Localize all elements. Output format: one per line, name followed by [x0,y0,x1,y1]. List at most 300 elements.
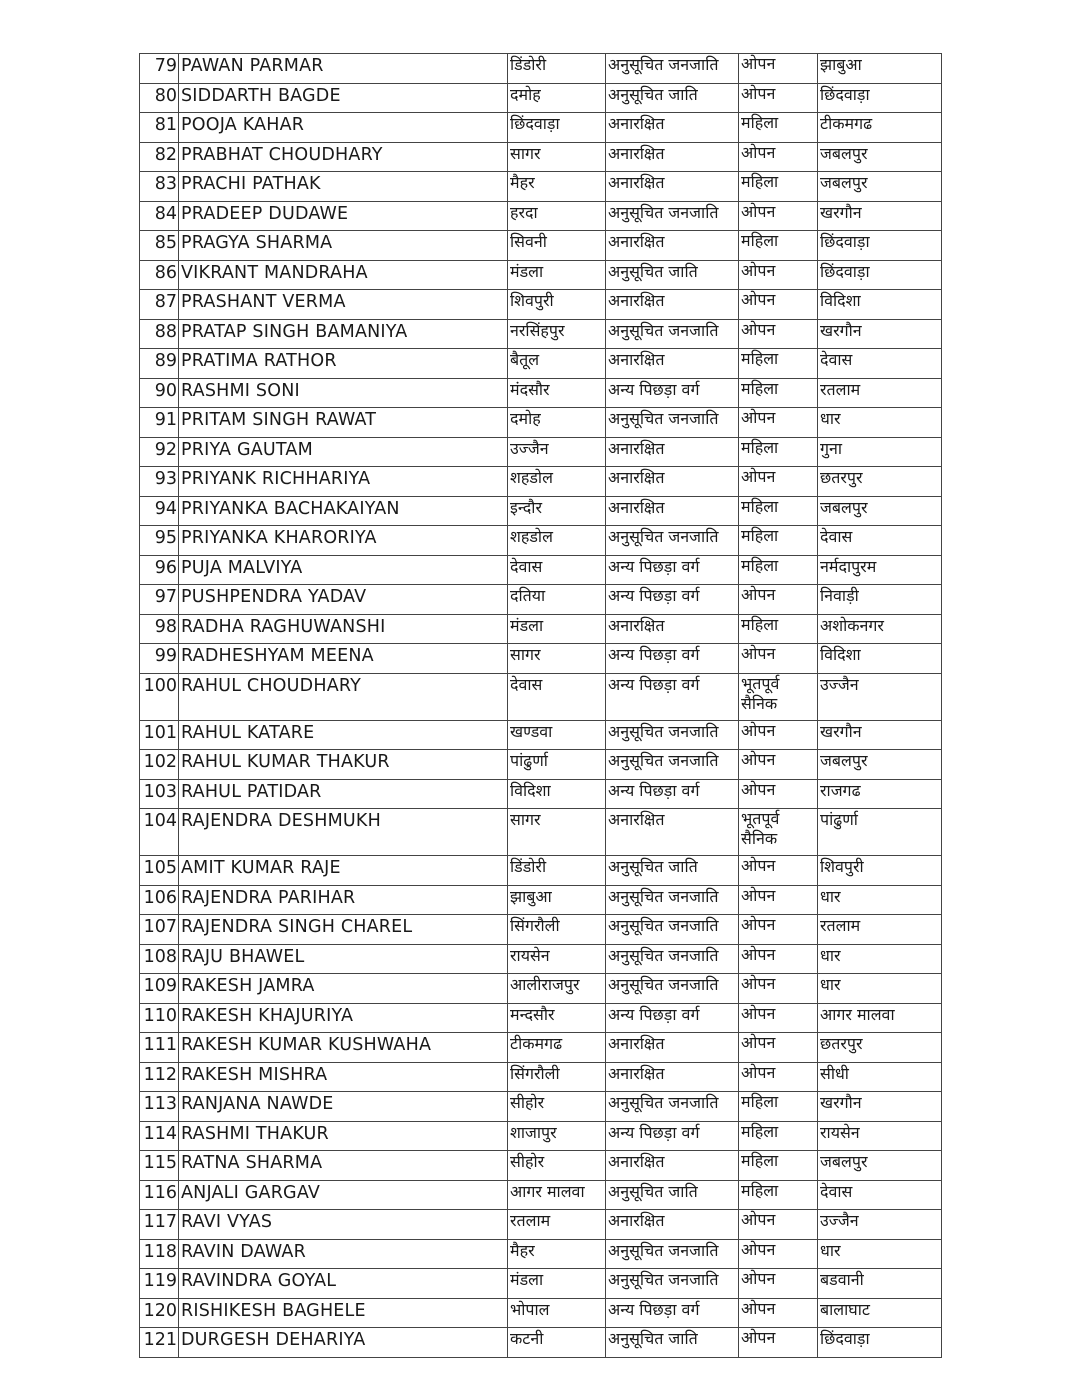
table-row [140,437,942,467]
category-cell: अनारक्षित [606,349,739,379]
quota-type-cell: ओपन [739,1210,818,1240]
quota-type-cell: ओपन [739,585,818,615]
category-cell: अनारक्षित [606,290,739,320]
district-cell: रतलाम [508,1210,606,1240]
category-cell: अनारक्षित [606,437,739,467]
district-cell: मन्दसौर [508,1003,606,1033]
serial-number-cell: 81 [140,113,179,143]
quota-type-cell: ओपन [739,260,818,290]
table-row [140,408,942,438]
serial-number-cell: 107 [140,915,179,945]
quota-type-cell: ओपन [739,944,818,974]
allotted-district-cell: राजगढ [818,779,942,809]
category-cell: अन्य पिछड़ा वर्ग [606,1003,739,1033]
candidate-name-cell: RADHA RAGHUWANSHI [179,614,508,644]
table-row [140,1239,942,1269]
candidate-name-cell: PRABHAT CHOUDHARY [179,142,508,172]
serial-number-cell: 85 [140,231,179,261]
table-row [140,885,942,915]
district-cell: खण्डवा [508,720,606,750]
district-cell: रायसेन [508,944,606,974]
category-cell: अनुसूचित जनजाति [606,201,739,231]
category-cell: अनुसूचित जनजाति [606,408,739,438]
table-row [140,113,942,143]
quota-type-cell: महिला [739,1121,818,1151]
quota-type-cell: ओपन [739,54,818,84]
table-row [140,496,942,526]
district-cell: डिंडोरी [508,856,606,886]
category-cell: अनुसूचित जनजाति [606,944,739,974]
serial-number-cell: 93 [140,467,179,497]
quota-type-cell: भूतपूर्व सैनिक [739,809,818,856]
serial-number-cell: 83 [140,172,179,202]
district-cell: शहडोल [508,467,606,497]
category-cell: अनारक्षित [606,142,739,172]
allotted-district-cell: बालाघाट [818,1298,942,1328]
serial-number-cell: 92 [140,437,179,467]
category-cell: अनारक्षित [606,1210,739,1240]
district-cell: दमोह [508,83,606,113]
candidate-name-cell: PRACHI PATHAK [179,172,508,202]
serial-number-cell: 117 [140,1210,179,1240]
category-cell: अन्य पिछड़ा वर्ग [606,555,739,585]
quota-type-cell: ओपन [739,83,818,113]
category-cell: अनुसूचित जनजाति [606,319,739,349]
allotted-district-cell: रायसेन [818,1121,942,1151]
serial-number-cell: 103 [140,779,179,809]
district-cell: सिवनी [508,231,606,261]
candidate-name-cell: PAWAN PARMAR [179,54,508,84]
serial-number-cell: 100 [140,673,179,720]
allotted-district-cell: टीकमगढ [818,113,942,143]
district-cell: सागर [508,809,606,856]
serial-number-cell: 113 [140,1092,179,1122]
candidate-name-cell: RAJENDRA SINGH CHAREL [179,915,508,945]
quota-type-cell: ओपन [739,408,818,438]
candidate-name-cell: RAHUL KATARE [179,720,508,750]
candidate-name-cell: RAHUL KUMAR THAKUR [179,750,508,780]
table-row [140,172,942,202]
table-row [140,201,942,231]
allotted-district-cell: शिवपुरी [818,856,942,886]
table-row [140,349,942,379]
serial-number-cell: 80 [140,83,179,113]
serial-number-cell: 88 [140,319,179,349]
allotted-district-cell: विदिशा [818,644,942,674]
allotted-district-cell: जबलपुर [818,496,942,526]
candidate-name-cell: POOJA KAHAR [179,113,508,143]
allotted-district-cell: धार [818,408,942,438]
serial-number-cell: 105 [140,856,179,886]
quota-type-cell: महिला [739,526,818,556]
category-cell: अनारक्षित [606,1151,739,1181]
quota-type-cell: महिला [739,1180,818,1210]
table-row [140,142,942,172]
candidate-name-cell: RATNA SHARMA [179,1151,508,1181]
candidate-name-cell: RAHUL CHOUDHARY [179,673,508,720]
quota-type-cell: ओपन [739,885,818,915]
candidate-name-cell: PRADEEP DUDAWE [179,201,508,231]
allotted-district-cell: छतरपुर [818,1033,942,1063]
district-cell: मंडला [508,260,606,290]
allotted-district-cell: खरगौन [818,201,942,231]
allotted-district-cell: विदिशा [818,290,942,320]
quota-type-cell: महिला [739,113,818,143]
district-cell: सीहोर [508,1092,606,1122]
table-row [140,1092,942,1122]
candidate-name-cell: RAVIN DAWAR [179,1239,508,1269]
allotted-district-cell: निवाड़ी [818,585,942,615]
table-row [140,779,942,809]
serial-number-cell: 95 [140,526,179,556]
district-cell: दतिया [508,585,606,615]
candidate-name-cell: PUSHPENDRA YADAV [179,585,508,615]
table-row [140,750,942,780]
quota-type-cell: ओपन [739,1269,818,1299]
candidate-name-cell: RAVINDRA GOYAL [179,1269,508,1299]
district-cell: देवास [508,673,606,720]
district-cell: सागर [508,644,606,674]
table-row [140,585,942,615]
table-row [140,260,942,290]
district-cell: दमोह [508,408,606,438]
candidate-name-cell: PUJA MALVIYA [179,555,508,585]
candidate-name-cell: RAHUL PATIDAR [179,779,508,809]
allotted-district-cell: देवास [818,1180,942,1210]
quota-type-cell: ओपन [739,644,818,674]
candidate-name-cell: RAKESH KUMAR KUSHWAHA [179,1033,508,1063]
candidate-name-cell: PRITAM SINGH RAWAT [179,408,508,438]
allotted-district-cell: पांढुर्णा [818,809,942,856]
category-cell: अनारक्षित [606,809,739,856]
table-row [140,809,942,856]
quota-type-cell: ओपन [739,1062,818,1092]
quota-type-cell: ओपन [739,142,818,172]
serial-number-cell: 102 [140,750,179,780]
serial-number-cell: 82 [140,142,179,172]
table-row [140,915,942,945]
allotted-district-cell: जबलपुर [818,142,942,172]
category-cell: अनुसूचित जनजाति [606,1092,739,1122]
table-row [140,944,942,974]
category-cell: अनुसूचित जाति [606,856,739,886]
table-row [140,555,942,585]
candidate-name-cell: PRATAP SINGH BAMANIYA [179,319,508,349]
allotted-district-cell: उज्जैन [818,1210,942,1240]
category-cell: अनारक्षित [606,113,739,143]
category-cell: अनारक्षित [606,614,739,644]
serial-number-cell: 109 [140,974,179,1004]
quota-type-cell: ओपन [739,290,818,320]
quota-type-cell: ओपन [739,1003,818,1033]
quota-type-cell: महिला [739,349,818,379]
candidate-name-cell: RAKESH JAMRA [179,974,508,1004]
category-cell: अनुसूचित जनजाति [606,1269,739,1299]
category-cell: अन्य पिछड़ा वर्ग [606,378,739,408]
district-cell: इन्दौर [508,496,606,526]
serial-number-cell: 112 [140,1062,179,1092]
category-cell: अनारक्षित [606,1033,739,1063]
category-cell: अनुसूचित जाति [606,83,739,113]
quota-type-cell: ओपन [739,750,818,780]
serial-number-cell: 91 [140,408,179,438]
district-cell: सिंगरौली [508,1062,606,1092]
serial-number-cell: 101 [140,720,179,750]
quota-type-cell: ओपन [739,856,818,886]
district-cell: शिवपुरी [508,290,606,320]
candidate-name-cell: PRIYA GAUTAM [179,437,508,467]
quota-type-cell: भूतपूर्व सैनिक [739,673,818,720]
quota-type-cell: महिला [739,1151,818,1181]
district-cell: मंंदसौर [508,378,606,408]
category-cell: अनारक्षित [606,231,739,261]
category-cell: अनुसूचित जनजाति [606,915,739,945]
quota-type-cell: ओपन [739,779,818,809]
candidate-name-cell: RAJENDRA DESHMUKH [179,809,508,856]
candidate-name-cell: RAJU BHAWEL [179,944,508,974]
table-row [140,614,942,644]
allotted-district-cell: धार [818,1239,942,1269]
category-cell: अनुसूचित जाति [606,260,739,290]
table-row [140,1210,942,1240]
serial-number-cell: 111 [140,1033,179,1063]
category-cell: अनुसूचित जनजाति [606,885,739,915]
district-cell: सीहोर [508,1151,606,1181]
serial-number-cell: 89 [140,349,179,379]
allotted-district-cell: उज्जैन [818,673,942,720]
quota-type-cell: महिला [739,1092,818,1122]
district-cell: कटनी [508,1328,606,1358]
category-cell: अनुसूचित जनजाति [606,720,739,750]
category-cell: अनुसूचित जनजाति [606,54,739,84]
quota-type-cell: ओपन [739,1033,818,1063]
district-cell: डिंडोरी [508,54,606,84]
allotted-district-cell: सीधी [818,1062,942,1092]
table-row [140,1269,942,1299]
category-cell: अनारक्षित [606,467,739,497]
allotted-district-cell: धार [818,885,942,915]
quota-type-cell: महिला [739,172,818,202]
allotted-district-cell: जबलपुर [818,1151,942,1181]
allotted-district-cell: देवास [818,526,942,556]
table-row [140,1062,942,1092]
allotted-district-cell: जबलपुर [818,750,942,780]
allotted-district-cell: झाबुआ [818,54,942,84]
category-cell: अनुसूचित जनजाति [606,974,739,1004]
serial-number-cell: 120 [140,1298,179,1328]
table-row [140,1033,942,1063]
allotted-district-cell: रतलाम [818,378,942,408]
serial-number-cell: 115 [140,1151,179,1181]
candidate-name-cell: DURGESH DEHARIYA [179,1328,508,1358]
district-cell: सागर [508,142,606,172]
candidate-name-cell: RASHMI THAKUR [179,1121,508,1151]
serial-number-cell: 86 [140,260,179,290]
table-row [140,231,942,261]
quota-type-cell: महिला [739,437,818,467]
candidate-name-cell: RISHIKESH BAGHELE [179,1298,508,1328]
allotted-district-cell: खरगौन [818,319,942,349]
table-row [140,319,942,349]
serial-number-cell: 114 [140,1121,179,1151]
candidate-name-cell: AMIT KUMAR RAJE [179,856,508,886]
table-row [140,974,942,1004]
district-cell: शहडोल [508,526,606,556]
category-cell: अनुसूचित जाति [606,1328,739,1358]
district-cell: नरसिंहपुर [508,319,606,349]
allotted-district-cell: नर्मदापुरम [818,555,942,585]
allotted-district-cell: आगर मालवा [818,1003,942,1033]
quota-type-cell: महिला [739,231,818,261]
quota-type-cell: ओपन [739,1239,818,1269]
table-row [140,1298,942,1328]
table-row [140,1121,942,1151]
category-cell: अनारक्षित [606,496,739,526]
quota-type-cell: ओपन [739,319,818,349]
table-row [140,720,942,750]
district-cell: छिंदवाड़ा [508,113,606,143]
quota-type-cell: ओपन [739,1328,818,1358]
category-cell: अनुसूचित जनजाति [606,750,739,780]
category-cell: अन्य पिछड़ा वर्ग [606,585,739,615]
table-row [140,1180,942,1210]
serial-number-cell: 87 [140,290,179,320]
table-body [140,54,942,1358]
district-cell: देवास [508,555,606,585]
quota-type-cell: महिला [739,555,818,585]
quota-type-cell: ओपन [739,467,818,497]
category-cell: अन्य पिछड़ा वर्ग [606,1121,739,1151]
quota-type-cell: महिला [739,378,818,408]
allotted-district-cell: खरगौन [818,720,942,750]
allotted-district-cell: अशोकनगर [818,614,942,644]
candidate-table [139,53,942,1358]
table-row [140,54,942,84]
district-cell: भोपाल [508,1298,606,1328]
category-cell: अनुसूचित जनजाति [606,526,739,556]
serial-number-cell: 121 [140,1328,179,1358]
category-cell: अन्य पिछड़ा वर्ग [606,1298,739,1328]
candidate-name-cell: RAKESH KHAJURIYA [179,1003,508,1033]
quota-type-cell: ओपन [739,915,818,945]
candidate-name-cell: RAJENDRA PARIHAR [179,885,508,915]
serial-number-cell: 119 [140,1269,179,1299]
district-cell: विदिशा [508,779,606,809]
category-cell: अन्य पिछड़ा वर्ग [606,779,739,809]
quota-type-cell: ओपन [739,720,818,750]
district-cell: मैहर [508,172,606,202]
allotted-district-cell: गुना [818,437,942,467]
candidate-name-cell: PRIYANK RICHHARIYA [179,467,508,497]
serial-number-cell: 97 [140,585,179,615]
quota-type-cell: महिला [739,496,818,526]
candidate-name-cell: PRIYANKA BACHAKAIYAN [179,496,508,526]
district-cell: पांढुर्णा [508,750,606,780]
table-row [140,856,942,886]
allotted-district-cell: छिंदवाड़ा [818,260,942,290]
district-cell: मैहर [508,1239,606,1269]
district-cell: मंडला [508,1269,606,1299]
allotted-district-cell: बडवानी [818,1269,942,1299]
candidate-name-cell: PRIYANKA KHARORIYA [179,526,508,556]
allotted-district-cell: छिंदवाड़ा [818,1328,942,1358]
allotted-district-cell: छिंदवाड़ा [818,231,942,261]
district-cell: हरदा [508,201,606,231]
serial-number-cell: 90 [140,378,179,408]
quota-type-cell: ओपन [739,974,818,1004]
allotted-district-cell: खरगौन [818,1092,942,1122]
category-cell: अनारक्षित [606,1062,739,1092]
serial-number-cell: 118 [140,1239,179,1269]
serial-number-cell: 94 [140,496,179,526]
serial-number-cell: 104 [140,809,179,856]
serial-number-cell: 110 [140,1003,179,1033]
district-cell: उज्जैन [508,437,606,467]
candidate-name-cell: RAVI VYAS [179,1210,508,1240]
district-cell: मंडला [508,614,606,644]
category-cell: अनारक्षित [606,172,739,202]
table-row [140,1328,942,1358]
serial-number-cell: 99 [140,644,179,674]
table-row [140,1151,942,1181]
candidate-name-cell: PRASHANT VERMA [179,290,508,320]
serial-number-cell: 84 [140,201,179,231]
district-cell: टीकमगढ [508,1033,606,1063]
candidate-name-cell: PRAGYA SHARMA [179,231,508,261]
candidate-name-cell: RAKESH MISHRA [179,1062,508,1092]
category-cell: अनुसूचित जनजाति [606,1239,739,1269]
allotted-district-cell: जबलपुर [818,172,942,202]
allotted-district-cell: धार [818,944,942,974]
quota-type-cell: महिला [739,614,818,644]
table-row [140,290,942,320]
district-cell: बैतूल [508,349,606,379]
table-row [140,673,942,720]
table-row [140,83,942,113]
category-cell: अन्य पिछड़ा वर्ग [606,673,739,720]
table-row [140,378,942,408]
district-cell: झाबुआ [508,885,606,915]
candidate-name-cell: RASHMI SONI [179,378,508,408]
table-row [140,467,942,497]
candidate-name-cell: RANJANA NAWDE [179,1092,508,1122]
serial-number-cell: 116 [140,1180,179,1210]
serial-number-cell: 98 [140,614,179,644]
table-row [140,644,942,674]
quota-type-cell: ओपन [739,201,818,231]
candidate-name-cell: RADHESHYAM MEENA [179,644,508,674]
candidate-name-cell: PRATIMA RATHOR [179,349,508,379]
serial-number-cell: 79 [140,54,179,84]
district-cell: शाजापुर [508,1121,606,1151]
category-cell: अन्य पिछड़ा वर्ग [606,644,739,674]
document-page [139,53,942,1358]
serial-number-cell: 108 [140,944,179,974]
table-row [140,526,942,556]
candidate-name-cell: SIDDARTH BAGDE [179,83,508,113]
serial-number-cell: 96 [140,555,179,585]
allotted-district-cell: छतरपुर [818,467,942,497]
allotted-district-cell: छिंदवाड़ा [818,83,942,113]
candidate-name-cell: ANJALI GARGAV [179,1180,508,1210]
table-row [140,1003,942,1033]
serial-number-cell: 106 [140,885,179,915]
district-cell: आगर मालवा [508,1180,606,1210]
allotted-district-cell: रतलाम [818,915,942,945]
allotted-district-cell: देवास [818,349,942,379]
district-cell: आलीराजपुर [508,974,606,1004]
quota-type-cell: ओपन [739,1298,818,1328]
